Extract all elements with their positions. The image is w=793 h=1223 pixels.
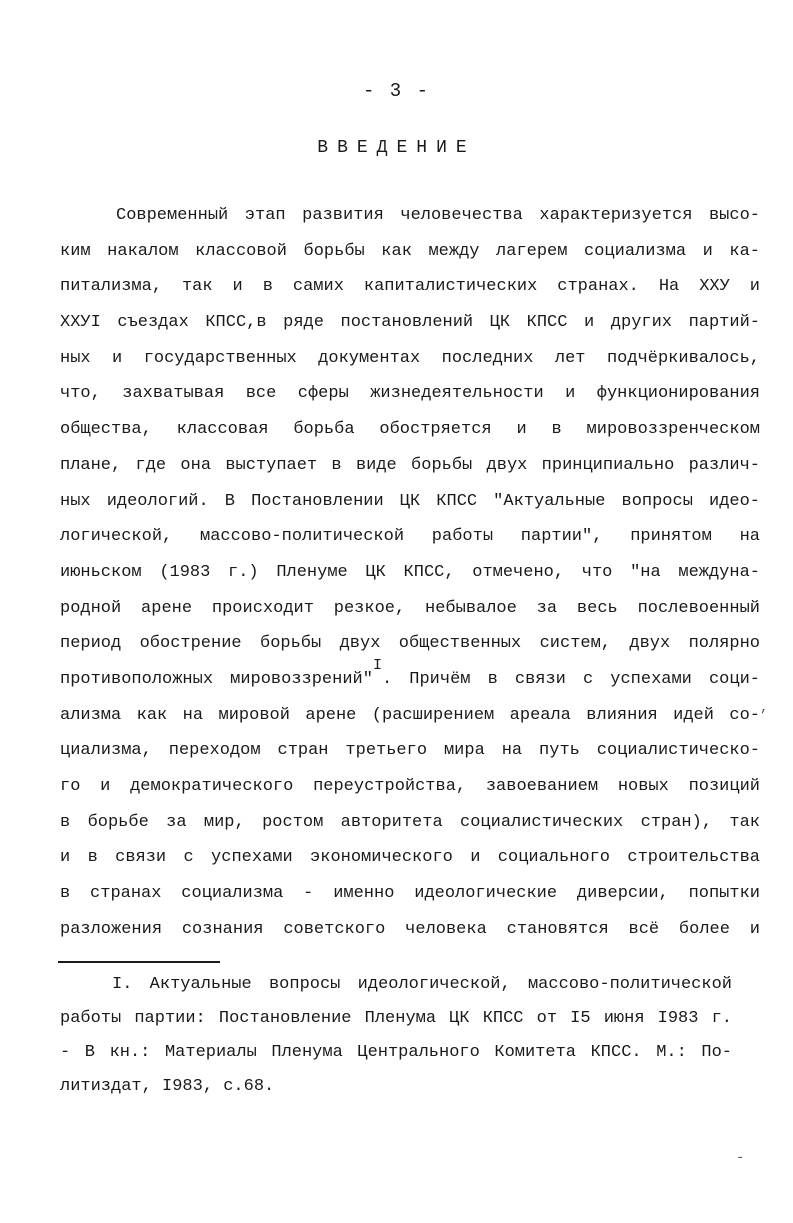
- text-line: и в связи с успехами экономического и социального строительства: [60, 848, 760, 868]
- text-line: разложения сознания советского человека становятся всё более и: [60, 919, 760, 939]
- text-segment: . Причём в связи с успехами соци-: [381, 669, 760, 689]
- text-line: циализма, переходом стран третьего мира на путь социалистическо-: [60, 741, 760, 761]
- page-number: - 3 -: [362, 80, 430, 102]
- margin-mark: -: [736, 1150, 745, 1166]
- text-line: июньском (1983 г.) Пленуме ЦК КПСС, отмечено, что "на междуна-: [60, 562, 760, 582]
- text-line: ким накалом классовой борьбы как между лагерем социализма и ка-: [60, 241, 760, 261]
- footnote-line: I. Актуальные вопросы идеологической, массово-политической: [112, 975, 732, 994]
- text-line: логической, массово-политической работы партии", принятом на: [60, 527, 760, 547]
- text-line: XXУI съездах КПСС,в ряде постановлений ЦК КПСС и других партий-: [60, 313, 760, 333]
- text-line-with-footnote: [60, 656, 760, 698]
- text-line: го и демократического переустройства, завоеванием новых позиций: [60, 777, 760, 796]
- margin-mark: ,: [760, 700, 769, 716]
- footnote-line: работы партии: Постановление Пленума ЦК КПСС от I5 июня I983 г.: [60, 1009, 732, 1028]
- text-line: плане, где она выступает в виде борьбы двух принципиально различ-: [60, 455, 760, 475]
- text-line: ных и государственных документах последних лет подчёркивалось,: [60, 348, 760, 368]
- text-line: Современный этап развития человечества характеризуется высо-: [116, 206, 760, 225]
- text-line: в странах социализма - именно идеологические диверсии, попытки: [60, 884, 760, 904]
- footnote-marker: I: [372, 656, 382, 674]
- text-line: ных идеологий. В Постановлении ЦК КПСС "Актуальные вопросы идео-: [60, 491, 760, 511]
- footnotes: [60, 968, 732, 1104]
- text-line: питализма, так и в самих капиталистических странах. На XXУ и: [60, 277, 760, 297]
- footnote-line: - В кн.: Материалы Пленума Центрального Комитета КПСС. М.: По-: [60, 1043, 732, 1062]
- footnote-divider: [58, 961, 220, 963]
- body-text: [60, 198, 760, 947]
- text-segment: противоположных мировоззрений": [60, 669, 373, 689]
- text-line: родной арене происходит резкое, небывалое за весь послевоенный: [60, 598, 760, 618]
- footnote-line: литиздат, I983, с.68.: [60, 1077, 275, 1096]
- text-line: период обострение борьбы двух общественных систем, двух полярно: [60, 634, 760, 654]
- text-line: ализма как на мировой арене (расширением ареала влияния идей со-: [60, 705, 760, 725]
- section-heading: ВВЕДЕНИЕ: [317, 138, 476, 158]
- text-line: в борьбе за мир, ростом авторитета социалистических стран), так: [60, 812, 760, 832]
- text-line: что, захватывая все сферы жизнедеятельности и функционирования: [60, 384, 760, 404]
- text-line: общества, классовая борьба обостряется и в мировоззренческом: [60, 420, 760, 440]
